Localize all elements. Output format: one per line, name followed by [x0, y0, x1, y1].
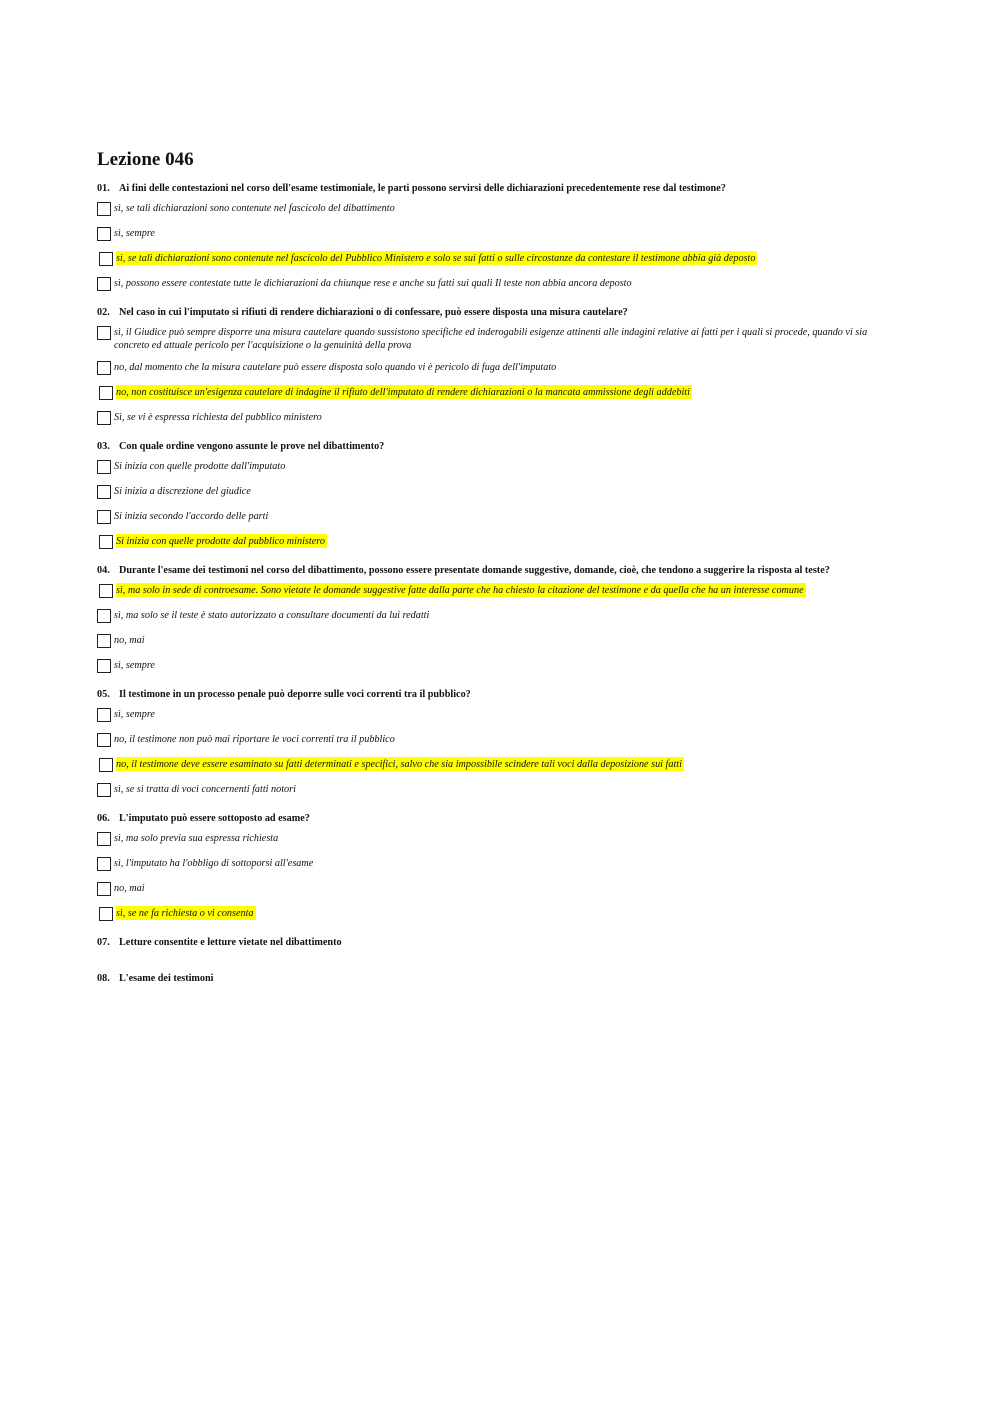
answer-checkbox[interactable] — [99, 907, 113, 921]
answer-text: sì, sempre — [114, 660, 155, 671]
answer-text: Si inizia secondo l'accordo delle parti — [114, 511, 269, 522]
topic-text — [97, 936, 897, 949]
question-text — [97, 182, 897, 195]
answer-option[interactable] — [97, 534, 897, 551]
question-number: 03. — [97, 441, 110, 452]
answer-option[interactable] — [97, 325, 897, 352]
topic-label: Letture consentite e letture vietate nel dibattimento — [119, 937, 342, 948]
answer-text: no, mai — [114, 883, 145, 894]
answer-checkbox[interactable] — [97, 659, 111, 673]
answer-option[interactable] — [97, 360, 897, 377]
question-number: 05. — [97, 689, 110, 700]
question-label: Con quale ordine vengono assunte le prove nel dibattimento? — [119, 441, 385, 452]
answer-checkbox[interactable] — [97, 832, 111, 846]
question-number: 04. — [97, 565, 110, 576]
answer-checkbox[interactable] — [97, 361, 111, 375]
answer-text: sì, sempre — [114, 709, 155, 720]
question-text — [97, 440, 897, 453]
answer-text-correct: sì, ma solo in sede di controesame. Sono vietate le domande suggestive fatte dalla parte che ha chiesto la citazione del testimone e da quella che ha un interesse comune — [116, 585, 804, 596]
answer-checkbox[interactable] — [97, 783, 111, 797]
answer-checkbox[interactable] — [97, 733, 111, 747]
question-label: Il testimone in un processo penale può deporre sulle voci correnti tra il pubblico? — [119, 689, 471, 700]
question-list — [97, 182, 897, 923]
topic-number: 08. — [97, 973, 110, 984]
answer-checkbox[interactable] — [97, 227, 111, 241]
answer-text: Si inizia a discrezione del giudice — [114, 486, 251, 497]
answer-option[interactable] — [97, 757, 897, 774]
answer-checkbox[interactable] — [97, 202, 111, 216]
question-block — [97, 564, 897, 675]
answer-option[interactable] — [97, 633, 897, 650]
answer-option[interactable] — [97, 658, 897, 675]
answer-option[interactable] — [97, 608, 897, 625]
answer-checkbox[interactable] — [97, 510, 111, 524]
answer-text: sì, ma solo se il teste è stato autorizzato a consultare documenti da lui redatti — [114, 610, 430, 621]
lesson-title: Lezione 046 — [97, 149, 194, 170]
question-label: Durante l'esame dei testimoni nel corso del dibattimento, possono essere presentate domande suggestive, domande, cioè, che tendono a suggerire la risposta al teste? — [119, 565, 830, 576]
answer-option[interactable] — [97, 251, 897, 268]
question-label: Nel caso in cui l'imputato si rifiuti di rendere dichiarazioni o di confessare, può essere disposta una misura cautelare? — [119, 307, 628, 318]
topic-item — [97, 936, 897, 949]
answer-text: sì, possono essere contestate tutte le dichiarazioni da chiunque rese e anche su fatti sui quali Il teste non abbia ancora deposto — [114, 278, 632, 289]
answer-text-correct: sì, se tali dichiarazioni sono contenute nel fascicolo del Pubblico Ministero e solo se sui fatti o sulle circostanze da contestare il testimone abbia già deposto — [116, 253, 756, 264]
answer-option[interactable] — [97, 732, 897, 749]
answer-checkbox[interactable] — [97, 882, 111, 896]
question-text — [97, 812, 897, 825]
answer-option[interactable] — [97, 782, 897, 799]
answer-checkbox[interactable] — [97, 857, 111, 871]
answer-option[interactable] — [97, 707, 897, 724]
topic-text — [97, 972, 897, 985]
answer-checkbox[interactable] — [97, 634, 111, 648]
answer-checkbox[interactable] — [99, 758, 113, 772]
answer-option[interactable] — [97, 509, 897, 526]
question-number: 01. — [97, 183, 110, 194]
question-block — [97, 812, 897, 923]
question-text — [97, 306, 897, 319]
answer-checkbox[interactable] — [97, 609, 111, 623]
answer-checkbox[interactable] — [99, 584, 113, 598]
answer-option[interactable] — [97, 201, 897, 218]
answer-text-correct: no, non costituisce un'esigenza cautelare di indagine il rifiuto dell'imputato di rendere dichiarazioni o la mancata ammissione degli addebiti — [116, 387, 690, 398]
answer-option[interactable] — [97, 226, 897, 243]
answer-text-correct: no, il testimone deve essere esaminato su fatti determinati e specifici, salvo che sia impossibile scindere tali voci dalla deposizione sui fatti — [116, 759, 682, 770]
answer-text-correct: sì, se ne fa richiesta o vi consenta — [116, 908, 254, 919]
answer-option[interactable] — [97, 385, 897, 402]
document-page — [97, 148, 897, 1008]
answer-option[interactable] — [97, 583, 897, 600]
answer-text: sì, il Giudice può sempre disporre una misura cautelare quando sussistono specifiche ed inderogabili esigenze attinenti alle indagini relative ai fatti per i quali si procede, quando vi sia concreto ed attuale pericolo per l'acquisizione o la genuinità della prova — [114, 327, 868, 351]
answer-option[interactable] — [97, 410, 897, 427]
answer-option[interactable] — [97, 276, 897, 293]
question-text — [97, 564, 897, 577]
answer-text: no, il testimone non può mai riportare le voci correnti tra il pubblico — [114, 734, 395, 745]
answer-text: sì, l'imputato ha l'obbligo di sottoporsi all'esame — [114, 858, 314, 869]
answer-checkbox[interactable] — [99, 252, 113, 266]
answer-text: sì, ma solo previa sua espressa richiesta — [114, 833, 279, 844]
answer-checkbox[interactable] — [97, 708, 111, 722]
answer-checkbox[interactable] — [97, 326, 111, 340]
question-label: L'imputato può essere sottoposto ad esame? — [119, 813, 310, 824]
question-text — [97, 688, 897, 701]
question-label: Ai fini delle contestazioni nel corso dell'esame testimoniale, le parti possono servirsi delle dichiarazioni precedentemente rese dal testimone? — [119, 183, 726, 194]
question-number: 06. — [97, 813, 110, 824]
answer-checkbox[interactable] — [97, 460, 111, 474]
answer-text: sì, se tali dichiarazioni sono contenute nel fascicolo del dibattimento — [114, 203, 395, 214]
answer-checkbox[interactable] — [99, 535, 113, 549]
answer-checkbox[interactable] — [97, 277, 111, 291]
answer-option[interactable] — [97, 831, 897, 848]
answer-text: no, mai — [114, 635, 145, 646]
answer-text: Si inizia con quelle prodotte dall'imputato — [114, 461, 286, 472]
answer-option[interactable] — [97, 856, 897, 873]
answer-checkbox[interactable] — [97, 411, 111, 425]
topic-list — [97, 936, 897, 985]
question-block — [97, 440, 897, 551]
answer-checkbox[interactable] — [99, 386, 113, 400]
answer-text-correct: Si inizia con quelle prodotte dal pubblico ministero — [116, 536, 325, 547]
topic-number: 07. — [97, 937, 110, 948]
answer-option[interactable] — [97, 906, 897, 923]
answer-text: sì, se si tratta di voci concernenti fatti notori — [114, 784, 296, 795]
question-number: 02. — [97, 307, 110, 318]
question-block — [97, 306, 897, 427]
answer-text: sì, sempre — [114, 228, 155, 239]
answer-text: no, dal momento che la misura cautelare può essere disposta solo quando vi è pericolo di fuga dell'imputato — [114, 362, 557, 373]
topic-label: L'esame dei testimoni — [119, 973, 214, 984]
topic-item — [97, 972, 897, 985]
question-block — [97, 182, 897, 293]
answer-checkbox[interactable] — [97, 485, 111, 499]
answer-option[interactable] — [97, 484, 897, 501]
answer-option[interactable] — [97, 459, 897, 476]
question-block — [97, 688, 897, 799]
answer-text: Sì, se vi è espressa richiesta del pubblico ministero — [114, 412, 322, 423]
answer-option[interactable] — [97, 881, 897, 898]
